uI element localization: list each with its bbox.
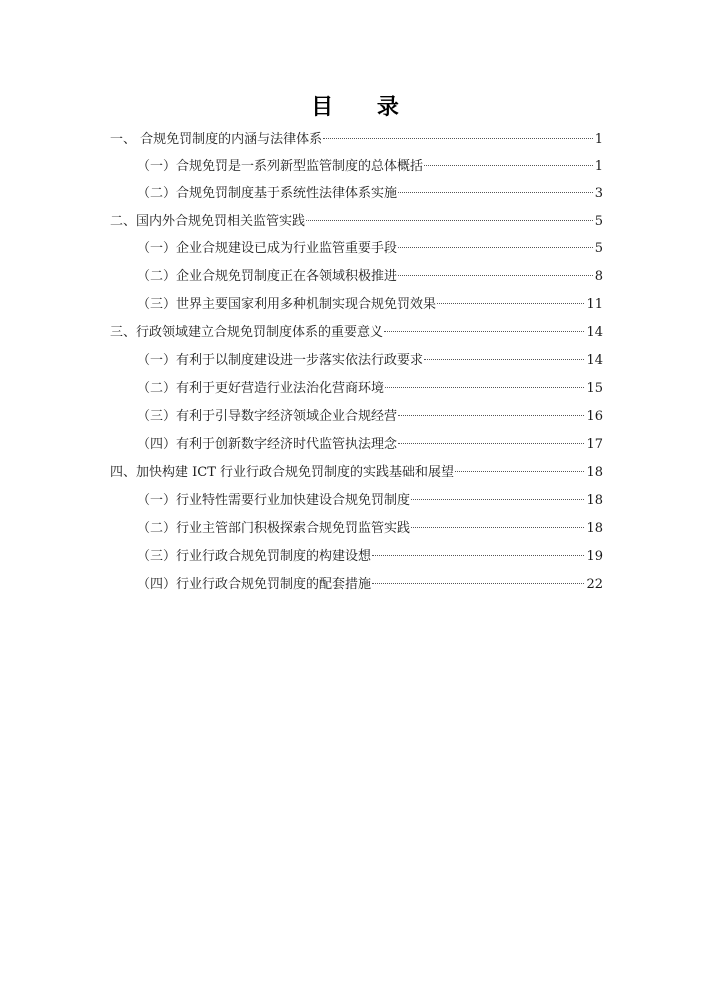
toc-entry-text: （二）合规免罚制度基于系统性法律体系实施	[137, 186, 398, 201]
toc-leader-dots	[306, 220, 593, 221]
toc-entry-text: （三）行业行政合规免罚制度的构建设想	[137, 549, 372, 564]
toc-entry-text: 四、加快构建 ICT 行业行政合规免罚制度的实践基础和展望	[110, 465, 455, 480]
toc-page-number: 18	[586, 465, 603, 480]
toc-entry-text: 一、 合规免罚制度的内涵与法律体系	[110, 132, 323, 147]
toc-entry[interactable]	[137, 432, 603, 458]
toc-entry[interactable]	[137, 264, 603, 290]
toc-leader-dots	[372, 583, 584, 584]
toc-leader-dots	[398, 415, 584, 416]
toc-entry[interactable]	[137, 572, 603, 598]
toc-entry[interactable]	[110, 127, 603, 153]
toc-leader-dots	[385, 387, 584, 388]
toc-page-number: 5	[594, 214, 603, 229]
toc-entry[interactable]	[137, 348, 603, 374]
toc-entry-text: （二）行业主管部门积极探索合规免罚监管实践	[137, 521, 411, 536]
toc-entry-text: （一）有利于以制度建设进一步落实依法行政要求	[137, 353, 424, 368]
toc-entry-text: （二）企业合规免罚制度正在各领域积极推进	[137, 269, 398, 284]
toc-entry[interactable]	[137, 181, 603, 207]
toc-entry[interactable]	[110, 320, 603, 346]
toc-page-number: 1	[594, 159, 603, 174]
toc-page-number: 5	[594, 241, 603, 256]
toc-entry-text: 三、行政领域建立合规免罚制度体系的重要意义	[110, 325, 384, 340]
toc-leader-dots	[372, 555, 584, 556]
toc-entry[interactable]	[137, 376, 603, 402]
toc-entry[interactable]	[137, 488, 603, 514]
toc-leader-dots	[323, 138, 593, 139]
toc-page-number: 11	[586, 297, 603, 312]
toc-page-number: 17	[586, 437, 603, 452]
toc-entry[interactable]	[137, 292, 603, 318]
toc-page-number: 18	[586, 521, 603, 536]
toc-entry-text: 二、国内外合规免罚相关监管实践	[110, 214, 306, 229]
toc-page-number: 22	[586, 577, 603, 592]
toc-entry[interactable]	[137, 516, 603, 542]
toc-page-number: 8	[594, 269, 603, 284]
toc-leader-dots	[411, 527, 584, 528]
toc-leader-dots	[424, 359, 584, 360]
toc-leader-dots	[398, 443, 584, 444]
toc-entry[interactable]	[110, 209, 603, 235]
toc-page-number: 1	[594, 132, 603, 147]
toc-entry-text: （一）合规免罚是一系列新型监管制度的总体概括	[137, 159, 424, 174]
toc-entry[interactable]	[137, 154, 603, 180]
toc-entry-text: （二）有利于更好营造行业法治化营商环境	[137, 381, 385, 396]
toc-leader-dots	[411, 499, 584, 500]
toc-entry[interactable]	[110, 460, 603, 486]
toc-page-number: 19	[586, 549, 603, 564]
toc-page-number: 14	[586, 353, 603, 368]
toc-leader-dots	[437, 303, 584, 304]
toc-entry[interactable]	[137, 404, 603, 430]
page-title: 目 录	[311, 95, 417, 120]
toc-leader-dots	[455, 471, 584, 472]
toc-entry-text: （三）世界主要国家利用多种机制实现合规免罚效果	[137, 297, 437, 312]
toc-leader-dots	[398, 247, 593, 248]
toc-entry-text: （四）有利于创新数字经济时代监管执法理念	[137, 437, 398, 452]
toc-entry-text: （一）行业特性需要行业加快建设合规免罚制度	[137, 493, 411, 508]
toc-entry[interactable]	[137, 544, 603, 570]
toc-page-number: 3	[594, 186, 603, 201]
toc-leader-dots	[384, 331, 584, 332]
toc-page-number: 16	[586, 409, 603, 424]
toc-entry-text: （四）行业行政合规免罚制度的配套措施	[137, 577, 372, 592]
toc-page-number: 18	[586, 493, 603, 508]
toc-entry[interactable]	[137, 236, 603, 262]
toc-leader-dots	[424, 165, 593, 166]
toc-page-number: 15	[586, 381, 603, 396]
toc-leader-dots	[398, 275, 593, 276]
toc-entry-text: （三）有利于引导数字经济领域企业合规经营	[137, 409, 398, 424]
toc-leader-dots	[398, 192, 593, 193]
toc-entry-text: （一）企业合规建设已成为行业监管重要手段	[137, 241, 398, 256]
toc-page-number: 14	[586, 325, 603, 340]
